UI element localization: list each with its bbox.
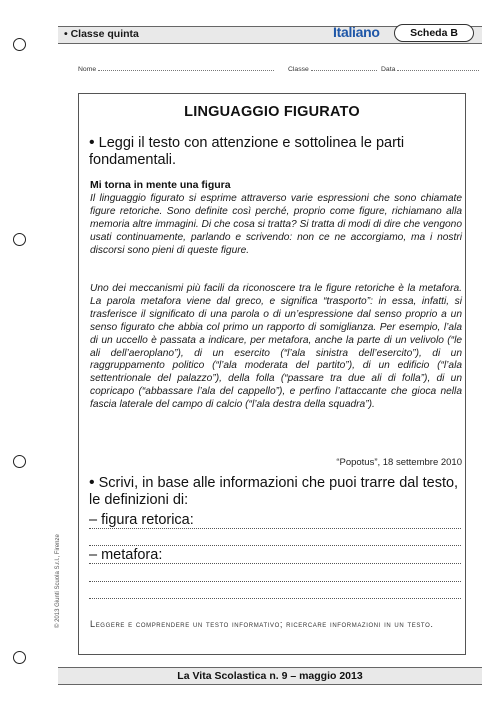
definition-label-figura-retorica: – figura retorica: (89, 512, 198, 528)
bullet-icon: • (89, 474, 95, 491)
name-label: Nome (78, 66, 97, 73)
answer-line-2[interactable] (89, 544, 461, 546)
name-field[interactable] (78, 63, 274, 73)
binder-hole-2 (13, 233, 26, 246)
worksheet-badge: Scheda B (394, 24, 474, 42)
subject-label: Italiano (333, 24, 380, 40)
binder-hole-4 (13, 651, 26, 664)
binder-hole-3 (13, 455, 26, 468)
binder-hole-1 (13, 38, 26, 51)
source-citation: “Popotus”, 18 settembre 2010 (336, 457, 462, 468)
class-field[interactable] (288, 63, 377, 73)
instruction-1 (89, 134, 461, 169)
worksheet-title: LINGUAGGIO FIGURATO (184, 104, 360, 120)
answer-line-4[interactable] (89, 580, 461, 582)
date-field[interactable] (381, 63, 479, 73)
definition-label-metafora: – metafora: (89, 547, 166, 563)
instruction-2-text: Scrivi, in base alle informazioni che puoi trarre dal testo, le definizioni di: (89, 475, 459, 508)
footer-bar: La Vita Scolastica n. 9 – maggio 2013 (58, 667, 482, 685)
bullet-icon: • (89, 134, 95, 151)
class-label: • Classe quinta (64, 28, 139, 40)
copyright-notice: © 2013 Giunti Scuola S.r.l., Firenze (55, 534, 61, 628)
paragraph-2: Uno dei meccanismi più facili da riconoscere tra le figure retoriche è la metafora. La parola metafora viene dal greco, e significa “trasporto”: in essa, infatti, si trasferisce il significato di una parola o di un’espressione dal senso proprio a un senso figurato che abbia col primo un rapporto di somiglianza. Per esempio, l’ala di un uccello è passata a indicare, per metafora, anche la parte di un velivolo (“le ali dell’aeroplano”), di un esercito (“l’ala sinistra dell’esercito”), di un raggruppamento politico (“l’ala moderata del partito”), di un edificio (“l’ala settentrionale del palazzo”), della folla (“passare tra due ali di folla”), di un copricapo (“abbassare l’ala del cappello”), e perfino l’attaccante che gioca nella fascia laterale del campo di calcio (“l’ala destra della squadra”). (90, 283, 462, 411)
paragraph-1: Il linguaggio figurato si esprime attraverso varie espressioni che sono chiamate figure retoriche. Sono definite così perché, proprio come figure, richiamano alla memoria altre immagini. Di che cosa si tratta? Si tratta di modi di dire che vengono usati continuamente, parlando e scrivendo: non ce ne accorgiamo, ma i nostri discorsi sono pieni di queste figure. (90, 193, 463, 256)
class-field-label: Classe (288, 66, 309, 73)
class-line (311, 63, 377, 71)
text-title: Mi torna in mente una figura (90, 179, 231, 191)
instruction-2 (89, 474, 461, 509)
learning-objective: Leggere e comprendere un testo informativo; ricercare informazioni in un testo. (90, 619, 434, 629)
answer-line-5[interactable] (89, 597, 461, 599)
name-line (98, 63, 274, 71)
instruction-1-text: Leggi il testo con attenzione e sottolinea le parti fondamentali. (89, 135, 405, 168)
date-line (397, 63, 479, 71)
date-label: Data (381, 66, 396, 73)
